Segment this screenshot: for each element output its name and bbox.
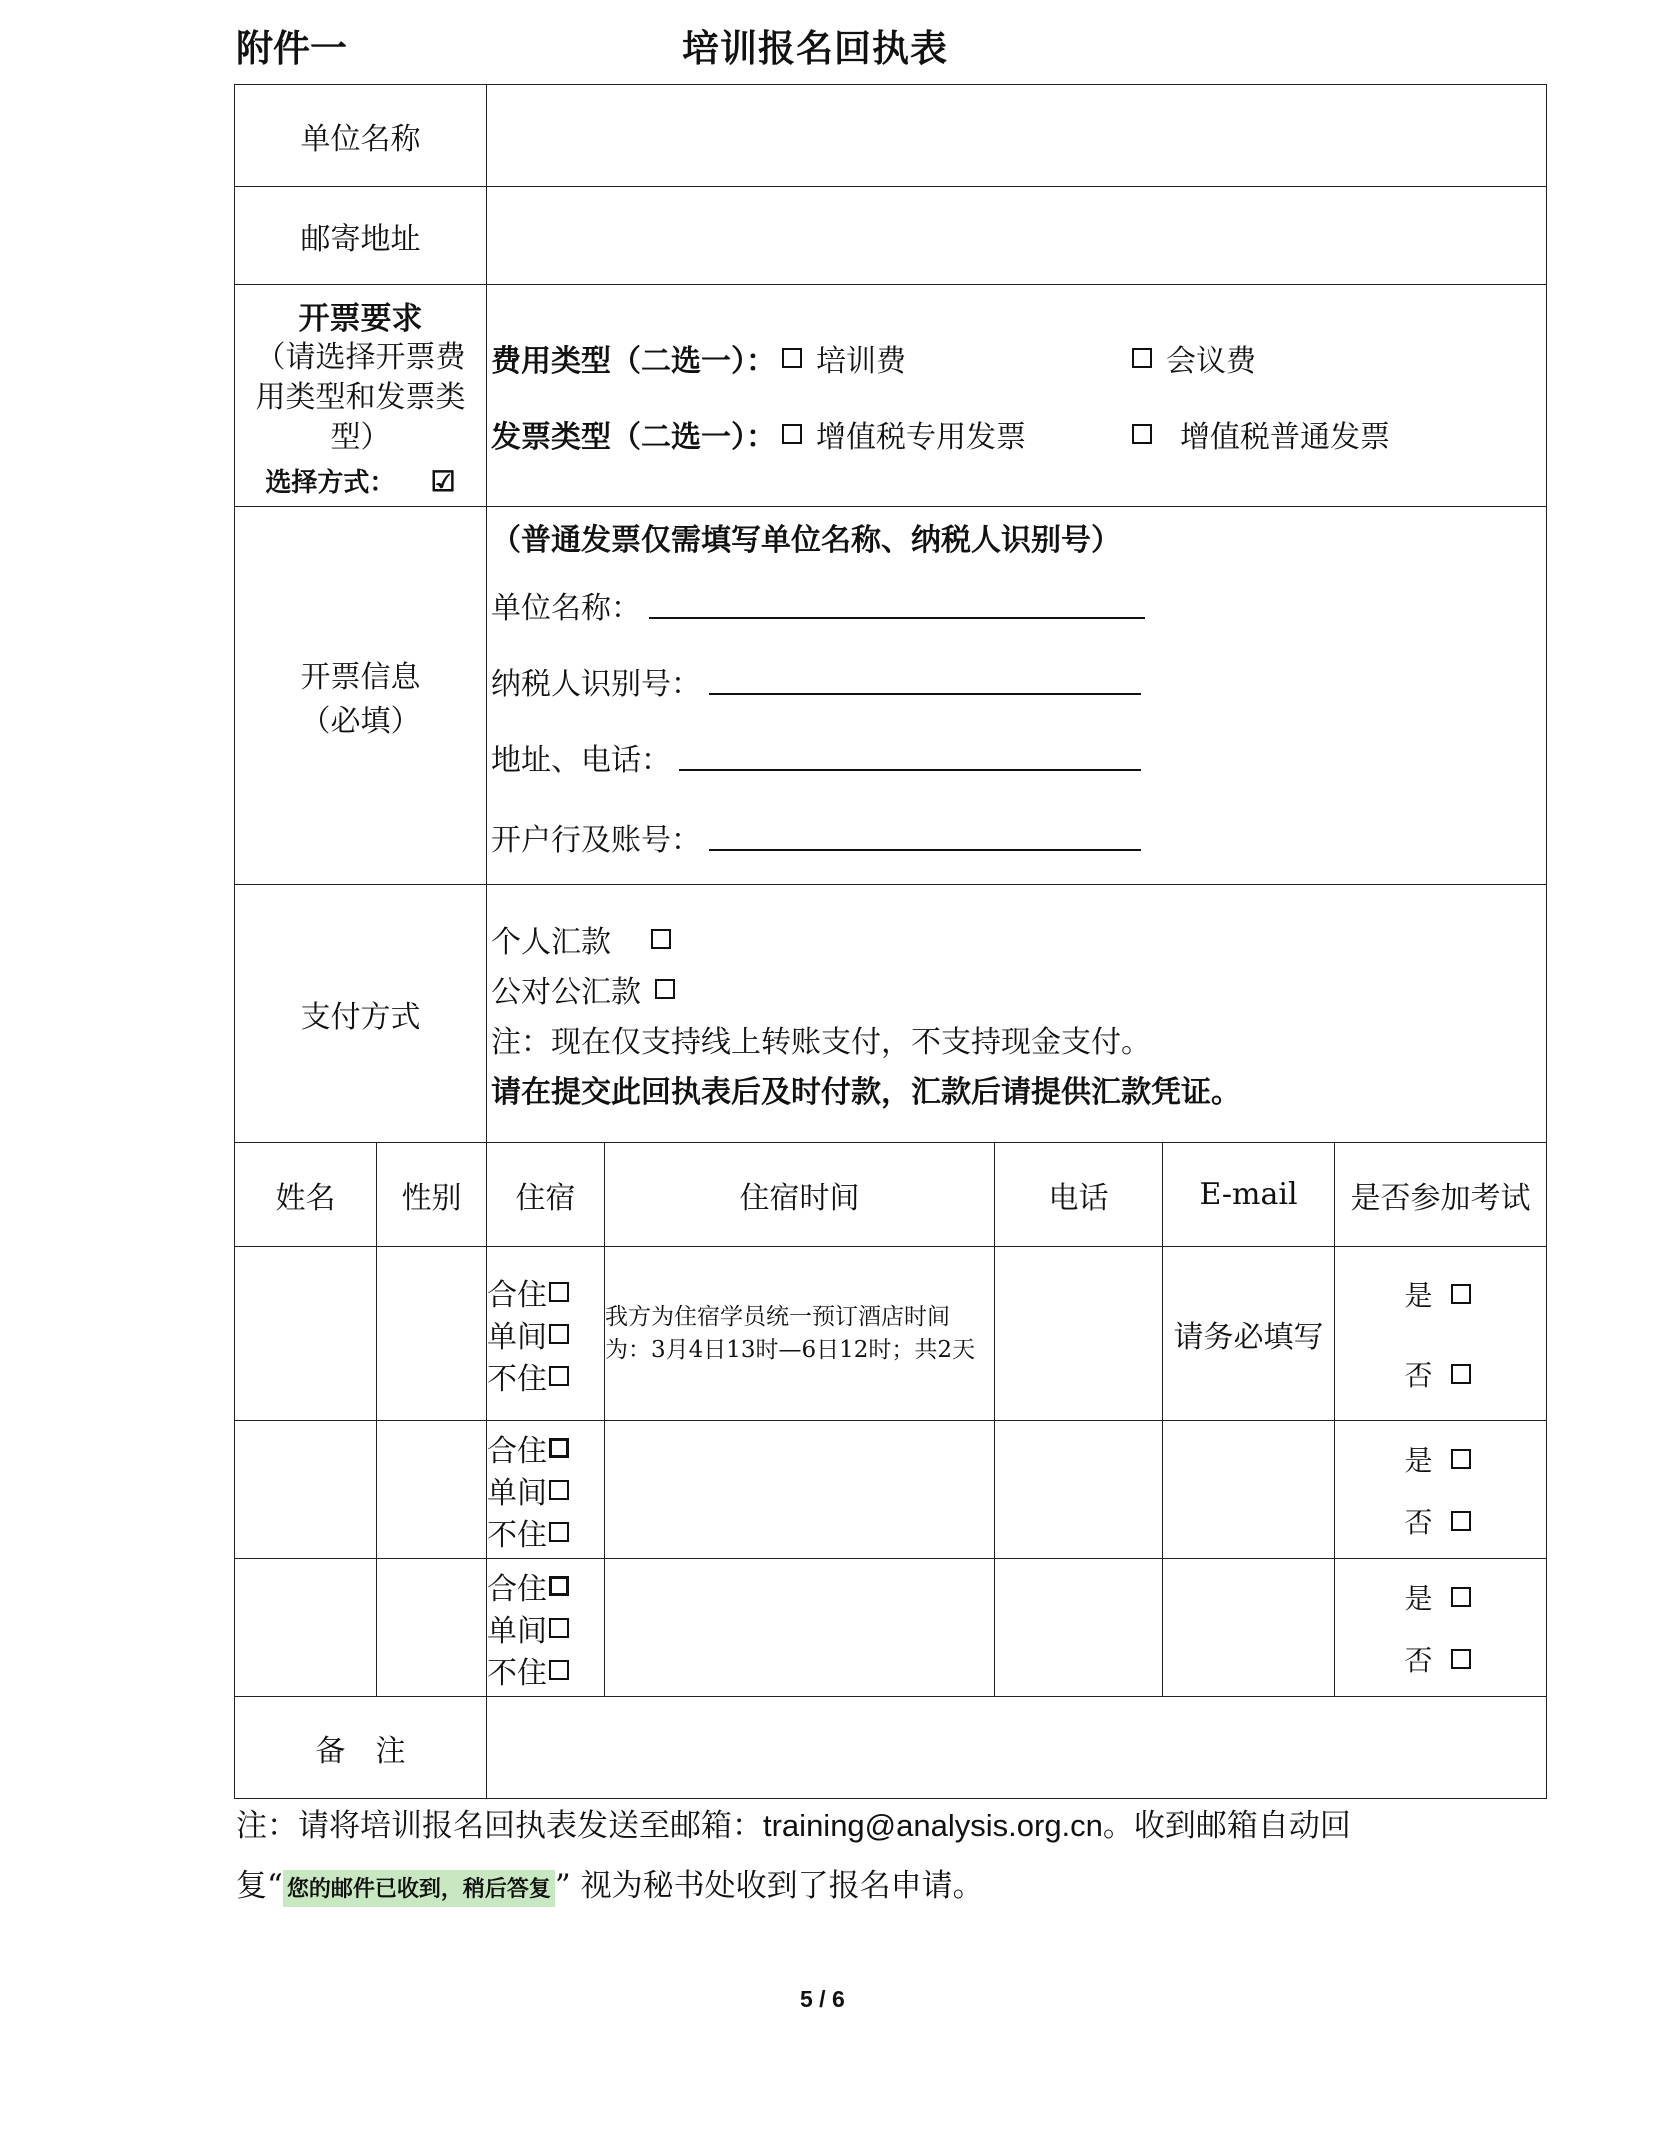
- fee-training-option: 培训费: [816, 343, 906, 379]
- attendee-phone-cell[interactable]: [995, 1559, 1163, 1697]
- invoice-requirement-title: 开票要求: [298, 300, 423, 337]
- col-stay-time-header: 住宿时间: [605, 1143, 995, 1247]
- attendee-email-cell[interactable]: [1163, 1559, 1335, 1697]
- attendee-gender-cell[interactable]: [377, 1559, 487, 1697]
- invoice-requirement-label: [235, 285, 487, 507]
- fee-type-label: 费用类型（二选一）：: [491, 343, 776, 379]
- footer-note-line2: [236, 1860, 984, 1905]
- taxpayer-id-field[interactable]: [709, 667, 1141, 695]
- table-row: [235, 1421, 1547, 1559]
- stay-time-note: 我方为住宿学员统一预订酒店时间为：3月4日13时—6日12时；共2天: [605, 1247, 995, 1421]
- fee-meeting-checkbox[interactable]: [1132, 348, 1152, 368]
- unit-name-label: 单位名称: [235, 85, 487, 187]
- stay-none-checkbox[interactable]: [549, 1660, 569, 1680]
- attendee-phone-cell[interactable]: [995, 1421, 1163, 1559]
- invoice-general-option: 增值税普通发票: [1180, 419, 1390, 455]
- mail-address-label: 邮寄地址: [235, 187, 487, 285]
- col-phone-header: 电话: [995, 1143, 1163, 1247]
- invoice-info-label: [235, 507, 487, 885]
- attendee-gender-cell[interactable]: [377, 1421, 487, 1559]
- stay-none-label: 不住: [487, 1361, 547, 1397]
- stay-shared-label: 合住: [487, 1277, 547, 1313]
- stay-shared-label: 合住: [487, 1571, 547, 1607]
- bank-account-field[interactable]: [709, 823, 1141, 851]
- exam-no-label: 否: [1404, 1643, 1433, 1677]
- unit-name-input[interactable]: [487, 85, 1547, 187]
- contact-email[interactable]: training@analysis.org.cn: [763, 1808, 1103, 1843]
- col-stay-header: 住宿: [487, 1143, 605, 1247]
- stay-shared-checkbox[interactable]: [549, 1576, 569, 1596]
- email-required-note: 请务必填写: [1163, 1247, 1335, 1421]
- exam-yes-checkbox[interactable]: [1451, 1284, 1471, 1304]
- address-phone-label: 地址、电话：: [491, 743, 671, 778]
- address-phone-field[interactable]: [679, 743, 1141, 771]
- invoice-requirement-desc: （请选择开票费用类型和发票类型）: [255, 339, 466, 455]
- exam-yes-label: 是: [1404, 1278, 1433, 1312]
- corporate-remit-label: 公对公汇款: [491, 974, 641, 1010]
- exam-yes-checkbox[interactable]: [1451, 1587, 1471, 1607]
- remarks-label: 备 注: [235, 1697, 487, 1799]
- exam-yes-label: 是: [1404, 1581, 1433, 1615]
- invoice-special-option: 增值税专用发票: [816, 419, 1026, 455]
- invoice-general-checkbox[interactable]: [1132, 424, 1152, 444]
- attendee-name-cell[interactable]: [235, 1559, 377, 1697]
- stay-single-label: 单间: [487, 1319, 547, 1355]
- exam-no-checkbox[interactable]: [1451, 1364, 1471, 1384]
- select-method-label: 选择方式：: [265, 467, 396, 498]
- remarks-input[interactable]: [487, 1697, 1547, 1799]
- corporate-remit-checkbox[interactable]: [655, 979, 675, 999]
- page-number: 5 / 6: [800, 1986, 845, 2012]
- col-gender-header: 性别: [377, 1143, 487, 1247]
- table-row: [235, 1247, 1547, 1421]
- stay-time-cell[interactable]: [605, 1559, 995, 1697]
- invoice-info-required: （必填）: [300, 703, 421, 739]
- stay-shared-checkbox[interactable]: [549, 1282, 569, 1302]
- taxpayer-id-label: 纳税人识别号：: [491, 667, 701, 702]
- col-name-header: 姓名: [235, 1143, 377, 1247]
- exam-yes-label: 是: [1404, 1443, 1433, 1477]
- col-exam-header: 是否参加考试: [1335, 1143, 1547, 1247]
- stay-single-checkbox[interactable]: [549, 1618, 569, 1638]
- footer-line2-prefix: 复“: [236, 1868, 283, 1904]
- footer-line2-suffix: ” 视为秘书处收到了报名申请。: [554, 1868, 984, 1904]
- stay-single-checkbox[interactable]: [549, 1324, 569, 1344]
- page-title: 培训报名回执表: [682, 26, 948, 70]
- stay-single-label: 单间: [487, 1475, 547, 1511]
- mail-address-input[interactable]: [487, 187, 1547, 285]
- payment-note-bold: 请在提交此回执表后及时付款，汇款后请提供汇款凭证。: [491, 1074, 1241, 1110]
- attendee-phone-cell[interactable]: [995, 1247, 1163, 1421]
- exam-no-checkbox[interactable]: [1451, 1511, 1471, 1531]
- fee-meeting-option: 会议费: [1166, 343, 1256, 379]
- invoice-info-note: （普通发票仅需填写单位名称、纳税人识别号）: [491, 523, 1121, 558]
- personal-remit-checkbox[interactable]: [651, 929, 671, 949]
- exam-no-label: 否: [1404, 1505, 1433, 1539]
- stay-none-checkbox[interactable]: [549, 1366, 569, 1386]
- stay-none-checkbox[interactable]: [549, 1522, 569, 1542]
- stay-single-checkbox[interactable]: [549, 1480, 569, 1500]
- stay-time-cell[interactable]: [605, 1421, 995, 1559]
- checked-box-icon: ☑: [430, 464, 456, 498]
- bank-account-label: 开户行及账号：: [491, 823, 701, 858]
- invoice-special-checkbox[interactable]: [782, 424, 802, 444]
- attendee-gender-cell[interactable]: [377, 1247, 487, 1421]
- stay-shared-label: 合住: [487, 1433, 547, 1469]
- invoice-unit-name-field[interactable]: [649, 591, 1145, 619]
- registration-form: [234, 84, 1547, 1799]
- fee-training-checkbox[interactable]: [782, 348, 802, 368]
- col-email-header: E-mail: [1163, 1143, 1335, 1247]
- exam-no-checkbox[interactable]: [1451, 1649, 1471, 1669]
- exam-no-label: 否: [1404, 1358, 1433, 1392]
- footer-suffix: 。收到邮箱自动回: [1102, 1808, 1351, 1844]
- auto-reply-highlight: 您的邮件已收到，稍后答复: [283, 1870, 555, 1907]
- payment-label: 支付方式: [235, 885, 487, 1143]
- payment-note: 注：现在仅支持线上转账支付，不支持现金支付。: [491, 1024, 1151, 1060]
- footer-note-line1: [236, 1800, 1351, 1845]
- invoice-info-title: 开票信息: [300, 659, 421, 695]
- attendee-header-row: [235, 1143, 1547, 1247]
- personal-remit-label: 个人汇款: [491, 924, 611, 960]
- exam-yes-checkbox[interactable]: [1451, 1449, 1471, 1469]
- attendee-name-cell[interactable]: [235, 1421, 377, 1559]
- attachment-label: 附件一: [236, 26, 347, 70]
- stay-none-label: 不住: [487, 1517, 547, 1553]
- attendee-email-cell[interactable]: [1163, 1421, 1335, 1559]
- attendee-name-cell[interactable]: [235, 1247, 377, 1421]
- stay-shared-checkbox[interactable]: [549, 1438, 569, 1458]
- stay-single-label: 单间: [487, 1613, 547, 1649]
- invoice-unit-name-label: 单位名称：: [491, 591, 641, 626]
- stay-none-label: 不住: [487, 1655, 547, 1691]
- table-row: [235, 1559, 1547, 1697]
- invoice-type-label: 发票类型（二选一）：: [491, 419, 776, 455]
- footer-prefix: 注：请将培训报名回执表发送至邮箱：: [236, 1808, 763, 1844]
